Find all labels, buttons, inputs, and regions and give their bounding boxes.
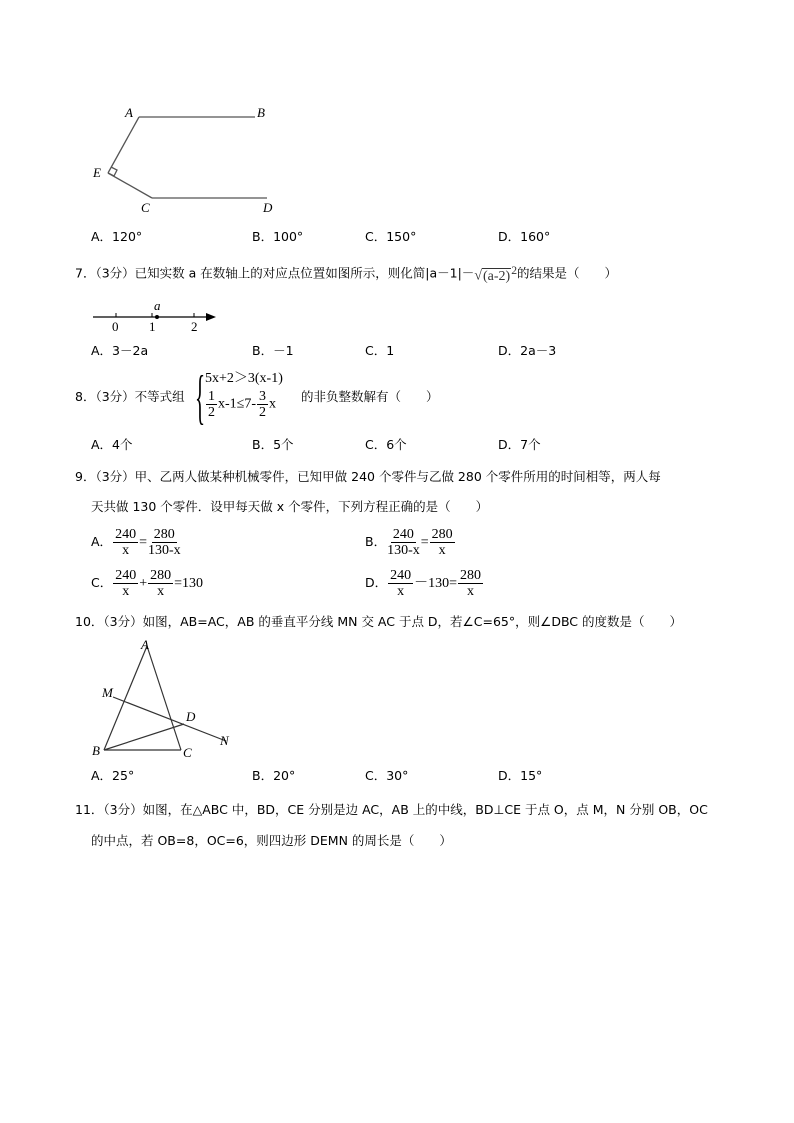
frac-den: 2 (259, 405, 267, 420)
frac-num: 1 (208, 389, 215, 404)
q7-stem (75, 263, 617, 285)
ineq-end: x (269, 396, 277, 412)
frac-den: x (438, 543, 446, 558)
frac-num: 3 (259, 389, 267, 404)
q8-option-a[interactable]: A．4个 (91, 437, 133, 452)
option-label: C． (91, 575, 113, 590)
line-mn (113, 697, 226, 741)
q8-option-d[interactable]: D．7个 (498, 437, 541, 452)
q8-stem-prefix: 8．（3分）不等式组 (75, 389, 185, 404)
inequality-2 (205, 389, 276, 420)
option-label: A． (91, 534, 113, 549)
q11-stem-line2: 的中点，若 OB=8，OC=6，则四边形 DEMN 的周长是（ ） (91, 833, 452, 848)
q7-option-c[interactable]: C．1 (365, 343, 395, 358)
label-a: A (125, 105, 133, 120)
point-a (155, 315, 159, 319)
frac-num: 240 (115, 527, 137, 542)
option-label: B． (365, 534, 387, 549)
q7-number-line (90, 298, 220, 334)
q9-option-a[interactable] (91, 527, 182, 558)
operator: = (420, 535, 429, 550)
q9-stem-line2: 天共做 130 个零件．设甲每天做 x 个零件，下列方程正确的是（ ） (91, 499, 489, 514)
frac-num: 240 (392, 527, 414, 542)
radicand: (a-2) (483, 268, 511, 284)
exponent: 2 (511, 264, 518, 277)
q7-stem-end: 的结果是（ ） (517, 265, 618, 281)
q10-option-d[interactable]: D．15° (498, 768, 543, 783)
q11-stem-line1: 11．（3分）如图，在△ABC 中，BD，CE 分别是边 AC，AB 上的中线，BD⊥CE 于点 O，点 M，N 分别 OB，OC (75, 802, 708, 817)
inequality-1: 5x+2＞3(x-1) (205, 371, 283, 386)
label-a: A (141, 638, 149, 652)
q6-option-c[interactable]: C．150° (365, 229, 417, 244)
q9-option-c[interactable] (91, 568, 203, 599)
label-e: E (93, 165, 101, 180)
label-c: C (141, 200, 150, 215)
frac-num: 280 (431, 527, 453, 542)
frac-den: x (467, 584, 475, 599)
label-d: D (263, 200, 273, 215)
operator: = (139, 535, 147, 550)
frac-den: 2 (208, 405, 215, 420)
q7-option-d[interactable]: D．2a－3 (498, 343, 557, 358)
q10-stem: 10．（3分）如图，AB=AC，AB 的垂直平分线 MN 交 AC 于点 D，若∠C=65°，则∠DBC 的度数是（ ） (75, 614, 683, 629)
label-b: B (92, 743, 100, 758)
q7-option-a[interactable]: A．3－2a (91, 343, 149, 358)
frac-den: x (397, 584, 405, 599)
option-label: D． (365, 575, 388, 590)
frac-den: 130-x (387, 543, 420, 558)
label-a: a (154, 298, 161, 313)
frac-num: 280 (153, 527, 175, 542)
q10-figure (88, 638, 238, 760)
segment-bd (104, 724, 184, 750)
label-d: D (186, 709, 196, 724)
label-b: B (257, 105, 265, 120)
frac-num: 280 (150, 568, 172, 583)
q10-option-b[interactable]: B．20° (252, 768, 296, 783)
brace: { (195, 364, 206, 430)
equation-tail: =130 (174, 576, 204, 591)
q9-stem-line1: 9．（3分）甲、乙两人做某种机械零件，已知甲做 240 个零件与乙做 280 个零件所用的时间相等，两人每 (75, 469, 661, 484)
tick-0: 0 (112, 319, 119, 334)
label-n: N (220, 733, 229, 748)
operator: －130= (414, 576, 458, 591)
frac-den: 130-x (147, 543, 181, 558)
frac-num: 280 (460, 568, 482, 583)
q7-option-b[interactable]: B．－1 (252, 343, 294, 358)
q9-option-b[interactable] (365, 527, 456, 558)
q8-stem-suffix: 的非负整数解有（ ） (301, 389, 439, 404)
line-ec (108, 173, 152, 198)
tick-2: 2 (191, 319, 198, 334)
frac-num: 240 (390, 568, 412, 583)
q10-option-a[interactable]: A．25° (91, 768, 135, 783)
q8-option-c[interactable]: C．6个 (365, 437, 407, 452)
line-ae (108, 117, 139, 173)
label-c: C (183, 745, 192, 760)
q6-figure (85, 100, 285, 215)
frac-den: x (122, 543, 130, 558)
q6-option-b[interactable]: B．100° (252, 229, 304, 244)
tick-1: 1 (149, 319, 156, 334)
label-m: M (102, 685, 113, 700)
frac-den: x (122, 584, 130, 599)
ineq-mid: x-1≤7- (218, 396, 257, 412)
operator: + (139, 576, 148, 591)
sqrt-expression: $√(a-2)^2$ (474, 264, 518, 284)
frac-num: 240 (115, 568, 137, 583)
q10-option-c[interactable]: C．30° (365, 768, 409, 783)
q6-option-d[interactable]: D．160° (498, 229, 551, 244)
q7-stem-text: 7．（3分）已知实数 a 在数轴上的对应点位置如图所示，则化简|a－1|－ (75, 265, 475, 281)
arrow-icon (206, 313, 216, 321)
frac-den: x (157, 584, 165, 599)
q8-option-b[interactable]: B．5个 (252, 437, 294, 452)
q6-option-a[interactable]: A．120° (91, 229, 143, 244)
q9-option-d[interactable] (365, 568, 484, 599)
